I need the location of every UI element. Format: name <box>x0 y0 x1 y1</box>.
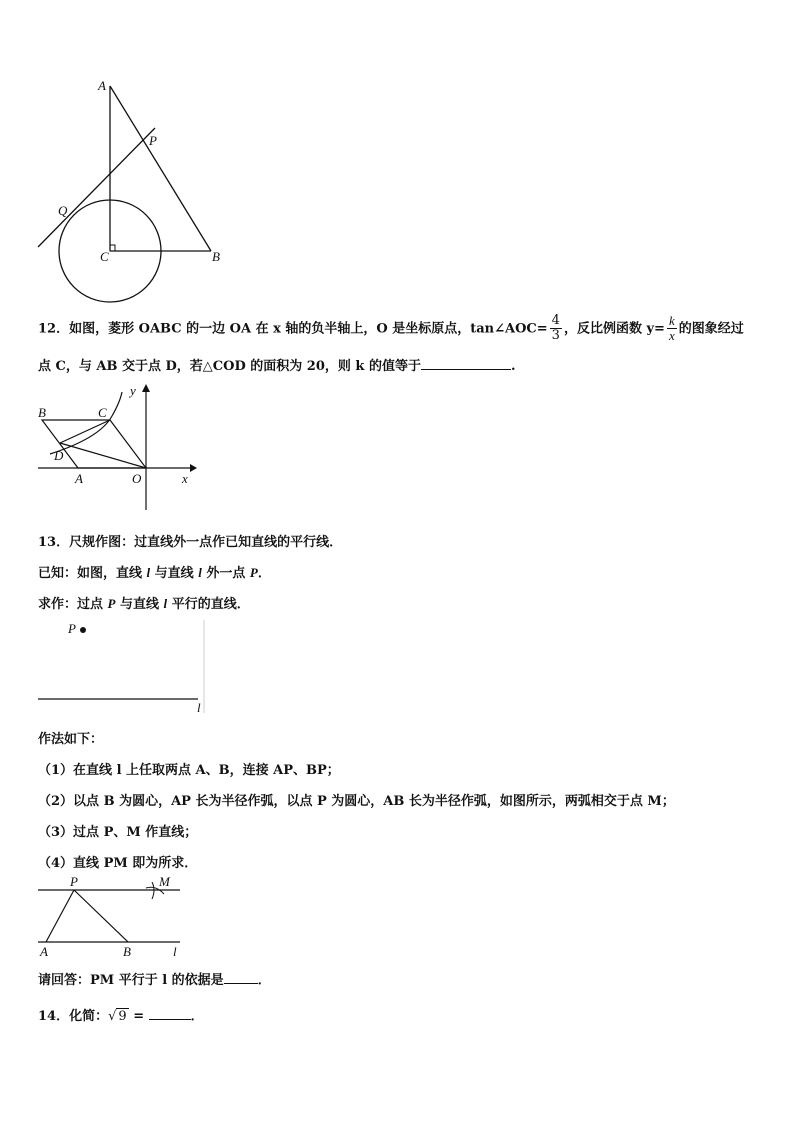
label-x: x <box>182 471 188 486</box>
known-l2: l <box>198 565 202 580</box>
q13-answer <box>38 969 271 988</box>
q13-title: 13．尺规作图：过直线外一点作已知直线的平行线． <box>38 535 343 550</box>
q12-line2-text: 点 C，与 AB 交于点 D，若△COD 的面积为 20，则 k 的值等于 <box>38 359 421 374</box>
q12-line2 <box>38 355 515 374</box>
ask-text-b: 与直线 <box>115 597 164 612</box>
method-title: 作法如下： <box>38 732 104 747</box>
answer-end: ． <box>257 973 271 988</box>
label-P: P <box>68 621 76 636</box>
segment-AP <box>46 890 74 942</box>
sqrt-expression: √ 9 <box>108 1009 127 1024</box>
segment-DO <box>60 443 146 468</box>
label-y: y <box>130 383 136 398</box>
q14-prefix: 14．化简： <box>38 1009 109 1024</box>
q13-ask <box>38 593 250 612</box>
q12-line2-end: . <box>510 359 516 374</box>
label-l: l <box>197 700 201 715</box>
step-1: （1）在直线 l 上任取两点 A、B，连接 AP、BP； <box>38 763 340 778</box>
ask-l: l <box>163 596 168 611</box>
y-axis-arrow <box>142 384 150 392</box>
known-p: P <box>249 565 258 580</box>
label-O: O <box>132 471 142 486</box>
q12-number: 12． <box>38 321 70 337</box>
x-axis-arrow <box>190 464 197 472</box>
known-text-d: ． <box>257 566 271 581</box>
answer-prompt: 请回答：PM 平行于 l 的依据是 <box>38 973 224 988</box>
ask-text-a: 求作：过点 <box>38 597 108 612</box>
figure-triangle-circle <box>30 75 230 305</box>
answer-blank-q12[interactable] <box>421 369 511 370</box>
label-P: P <box>149 133 157 148</box>
known-text-b: 与直线 <box>150 566 199 581</box>
label-A: A <box>40 944 48 959</box>
segment-AB <box>110 86 211 251</box>
label-C: C <box>100 249 109 264</box>
label-P: P <box>70 874 78 889</box>
tan-denominator: 3 <box>551 328 560 344</box>
segment-PB <box>74 890 128 942</box>
label-B: B <box>212 249 220 264</box>
k-numerator: k <box>668 313 675 328</box>
label-C: C <box>98 405 107 420</box>
radicand: 9 <box>118 1009 127 1024</box>
q14-eq: = <box>128 1009 149 1024</box>
q12-text-a: 如图，菱形 OABC 的一边 OA 在 x 轴的负半轴上，O 是坐标原点，tan∠AOC= <box>69 321 548 337</box>
ask-p: P <box>107 596 116 611</box>
ask-text-c: 平行的直线． <box>167 597 250 612</box>
answer-blank-q13[interactable] <box>224 983 258 984</box>
q12-line1 <box>38 314 744 344</box>
label-A: A <box>75 471 83 486</box>
q14-line <box>38 1005 204 1024</box>
answer-blank-q14[interactable] <box>149 1019 191 1020</box>
q12-text-b: ，反比例函数 y= <box>563 321 665 337</box>
label-M: M <box>159 874 170 889</box>
step-2: （2）以点 B 为圆心，AP 长为半径作弧，以点 P 为圆心，AB 长为半径作弧，如图所示，两弧相交于点 M； <box>38 794 675 809</box>
label-l: l <box>173 944 177 959</box>
tangent-line-PQ <box>38 128 155 247</box>
label-B: B <box>38 405 46 420</box>
q12-text-c: 的图象经过 <box>678 321 744 337</box>
label-Q: Q <box>58 203 68 218</box>
step-3: （3）过点 P、M 作直线； <box>38 825 198 840</box>
known-text-c: 外一点 <box>201 566 250 581</box>
q13-known <box>38 562 271 581</box>
figure-point-and-line <box>30 615 210 715</box>
k-fraction <box>667 314 677 344</box>
known-l1: l <box>146 565 151 580</box>
tan-fraction <box>550 314 562 344</box>
k-denominator: x <box>668 328 675 344</box>
q14-end: ． <box>190 1009 204 1024</box>
figure-rhombus-hyperbola <box>30 380 210 515</box>
label-D: D <box>54 448 64 463</box>
figure-construction <box>30 872 200 962</box>
step-4: （4）直线 PM 即为所求． <box>38 856 198 871</box>
known-text-a: 已知：如图，直线 <box>38 566 147 581</box>
tan-numerator: 4 <box>551 313 560 328</box>
label-A: A <box>98 78 106 93</box>
point-P <box>80 627 86 633</box>
right-angle-mark <box>110 245 115 251</box>
label-B: B <box>123 944 131 959</box>
